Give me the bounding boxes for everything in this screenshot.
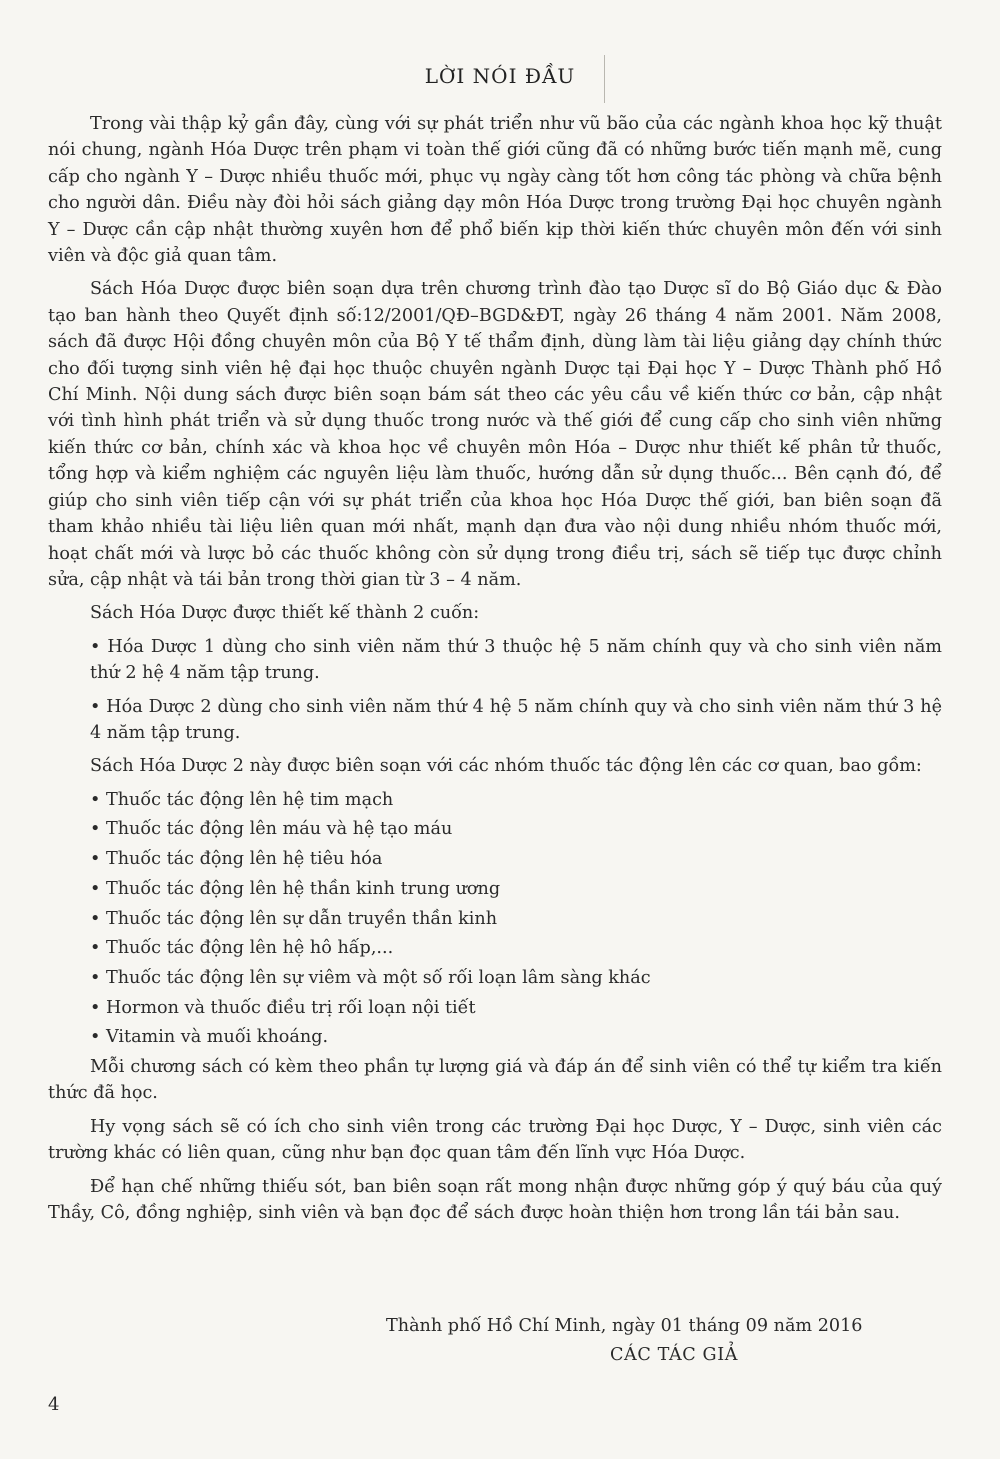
body-text [48, 111, 942, 1234]
drug-group-list [48, 787, 942, 1051]
paragraph-curriculum: Sách Hóa Dược được biên soạn dựa trên chương trình đào tạo Dược sĩ do Bộ Giáo dục & Đào tạo ban hành theo Quyết định số:12/2001/QĐ–BGD&ĐT, ngày 26 tháng 4 năm 2001. Năm 2008, sách đã được Hội đồng chuyên môn của Bộ Y tế thẩm định, dùng làm tài liệu giảng dạy chính thức cho đối tượng sinh viên hệ đại học thuộc chuyên ngành Dược tại Đại học Y – Dược Thành phố Hồ Chí Minh. Nội dung sách được biên soạn bám sát theo các yêu cầu về kiến thức cơ bản, cập nhật với tình hình phát triển và sử dụng thuốc trong nước và thế giới để cung cấp cho sinh viên những kiến thức cơ bản, chính xác và khoa học về chuyên môn Hóa – Dược như thiết kế phân tử thuốc, tổng hợp và kiểm nghiệm các nguyên liệu làm thuốc, hướng dẫn sử dụng thuốc... Bên cạnh đó, để giúp cho sinh viên tiếp cận với sự phát triển của khoa học Hóa Dược thế giới, ban biên soạn đã tham khảo nhiều tài liệu liên quan mới nhất, mạnh dạn đưa vào nội dung nhiều nhóm thuốc mới, hoạt chất mới và lược bỏ các thuốc không còn sử dụng trong điều trị, sách sẽ tiếp tục được chỉnh sửa, cập nhật và tái bản trong thời gian từ 3 – 4 năm. [48, 279, 942, 590]
list-item: • Thuốc tác động lên sự dẫn truyền thần kinh [90, 908, 498, 929]
list-item: • Hormon và thuốc điều trị rối loạn nội tiết [90, 997, 476, 1018]
page-title: LỜI NÓI ĐẦU [424, 64, 576, 88]
list-item: • Thuốc tác động lên hệ thần kinh trung ương [90, 878, 501, 899]
volume-item-2: • Hóa Dược 2 dùng cho sinh viên năm thứ 4 hệ 5 năm chính quy và cho sinh viên năm thứ 3 hệ 4 năm tập trung. [90, 696, 942, 743]
signature-place-date: Thành phố Hồ Chí Minh, ngày 01 tháng 09 năm 2016 [386, 1316, 863, 1336]
paragraph-feedback: Để hạn chế những thiếu sót, ban biên soạn rất mong nhận được những góp ý quý báu của quý Thầy, Cô, đồng nghiệp, sinh viên và bạn đọc để sách được hoàn thiện hơn trong lần tái bản sau. [48, 1176, 942, 1224]
list-item: • Thuốc tác động lên hệ tim mạch [90, 789, 394, 810]
page-number: 4 [48, 1394, 60, 1415]
paragraph-intro: Trong vài thập kỷ gần đây, cùng với sự phát triển như vũ bão của các ngành khoa học kỹ thuật nói chung, ngành Hóa Dược trên phạm vi toàn thế giới cũng đã có những bước tiến mạnh mẽ, cung cấp cho ngành Y – Dược nhiều thuốc mới, phục vụ ngày càng tốt hơn công tác phòng và chữa bệnh cho người dân. Điều này đòi hỏi sách giảng dạy môn Hóa Dược trong trường Đại học chuyên ngành Y – Dược cần cập nhật thường xuyên hơn để phổ biến kịp thời kiến thức chuyên môn đến với sinh viên và độc giả quan tâm. [48, 114, 942, 267]
volume-item-1: • Hóa Dược 1 dùng cho sinh viên năm thứ 3 thuộc hệ 5 năm chính quy và cho sinh viên năm thứ 2 hệ 4 năm tập trung. [90, 636, 942, 684]
paragraph-hope: Hy vọng sách sẽ có ích cho sinh viên trong các trường Đại học Dược, Y – Dược, sinh viên các trường khác có liên quan, cũng như bạn đọc quan tâm đến lĩnh vực Hóa Dược. [48, 1116, 942, 1164]
signature-authors: CÁC TÁC GIẢ [610, 1345, 739, 1365]
list-item: • Vitamin và muối khoáng. [90, 1027, 329, 1048]
paragraph-groups-intro: Sách Hóa Dược 2 này được biên soạn với các nhóm thuốc tác động lên các cơ quan, bao gồm: [90, 756, 922, 777]
list-item: • Thuốc tác động lên hệ tiêu hóa [90, 849, 383, 870]
list-item: • Thuốc tác động lên sự viêm và một số rối loạn lâm sàng khác [90, 967, 651, 988]
list-item: • Thuốc tác động lên máu và hệ tạo máu [90, 819, 453, 840]
paragraph-volumes-intro: Sách Hóa Dược được thiết kế thành 2 cuốn: [90, 603, 480, 624]
list-item: • Thuốc tác động lên hệ hô hấp,... [90, 938, 394, 959]
paragraph-self-assessment: Mỗi chương sách có kèm theo phần tự lượng giá và đáp án để sinh viên có thể tự kiểm tra kiến thức đã học. [48, 1057, 942, 1104]
